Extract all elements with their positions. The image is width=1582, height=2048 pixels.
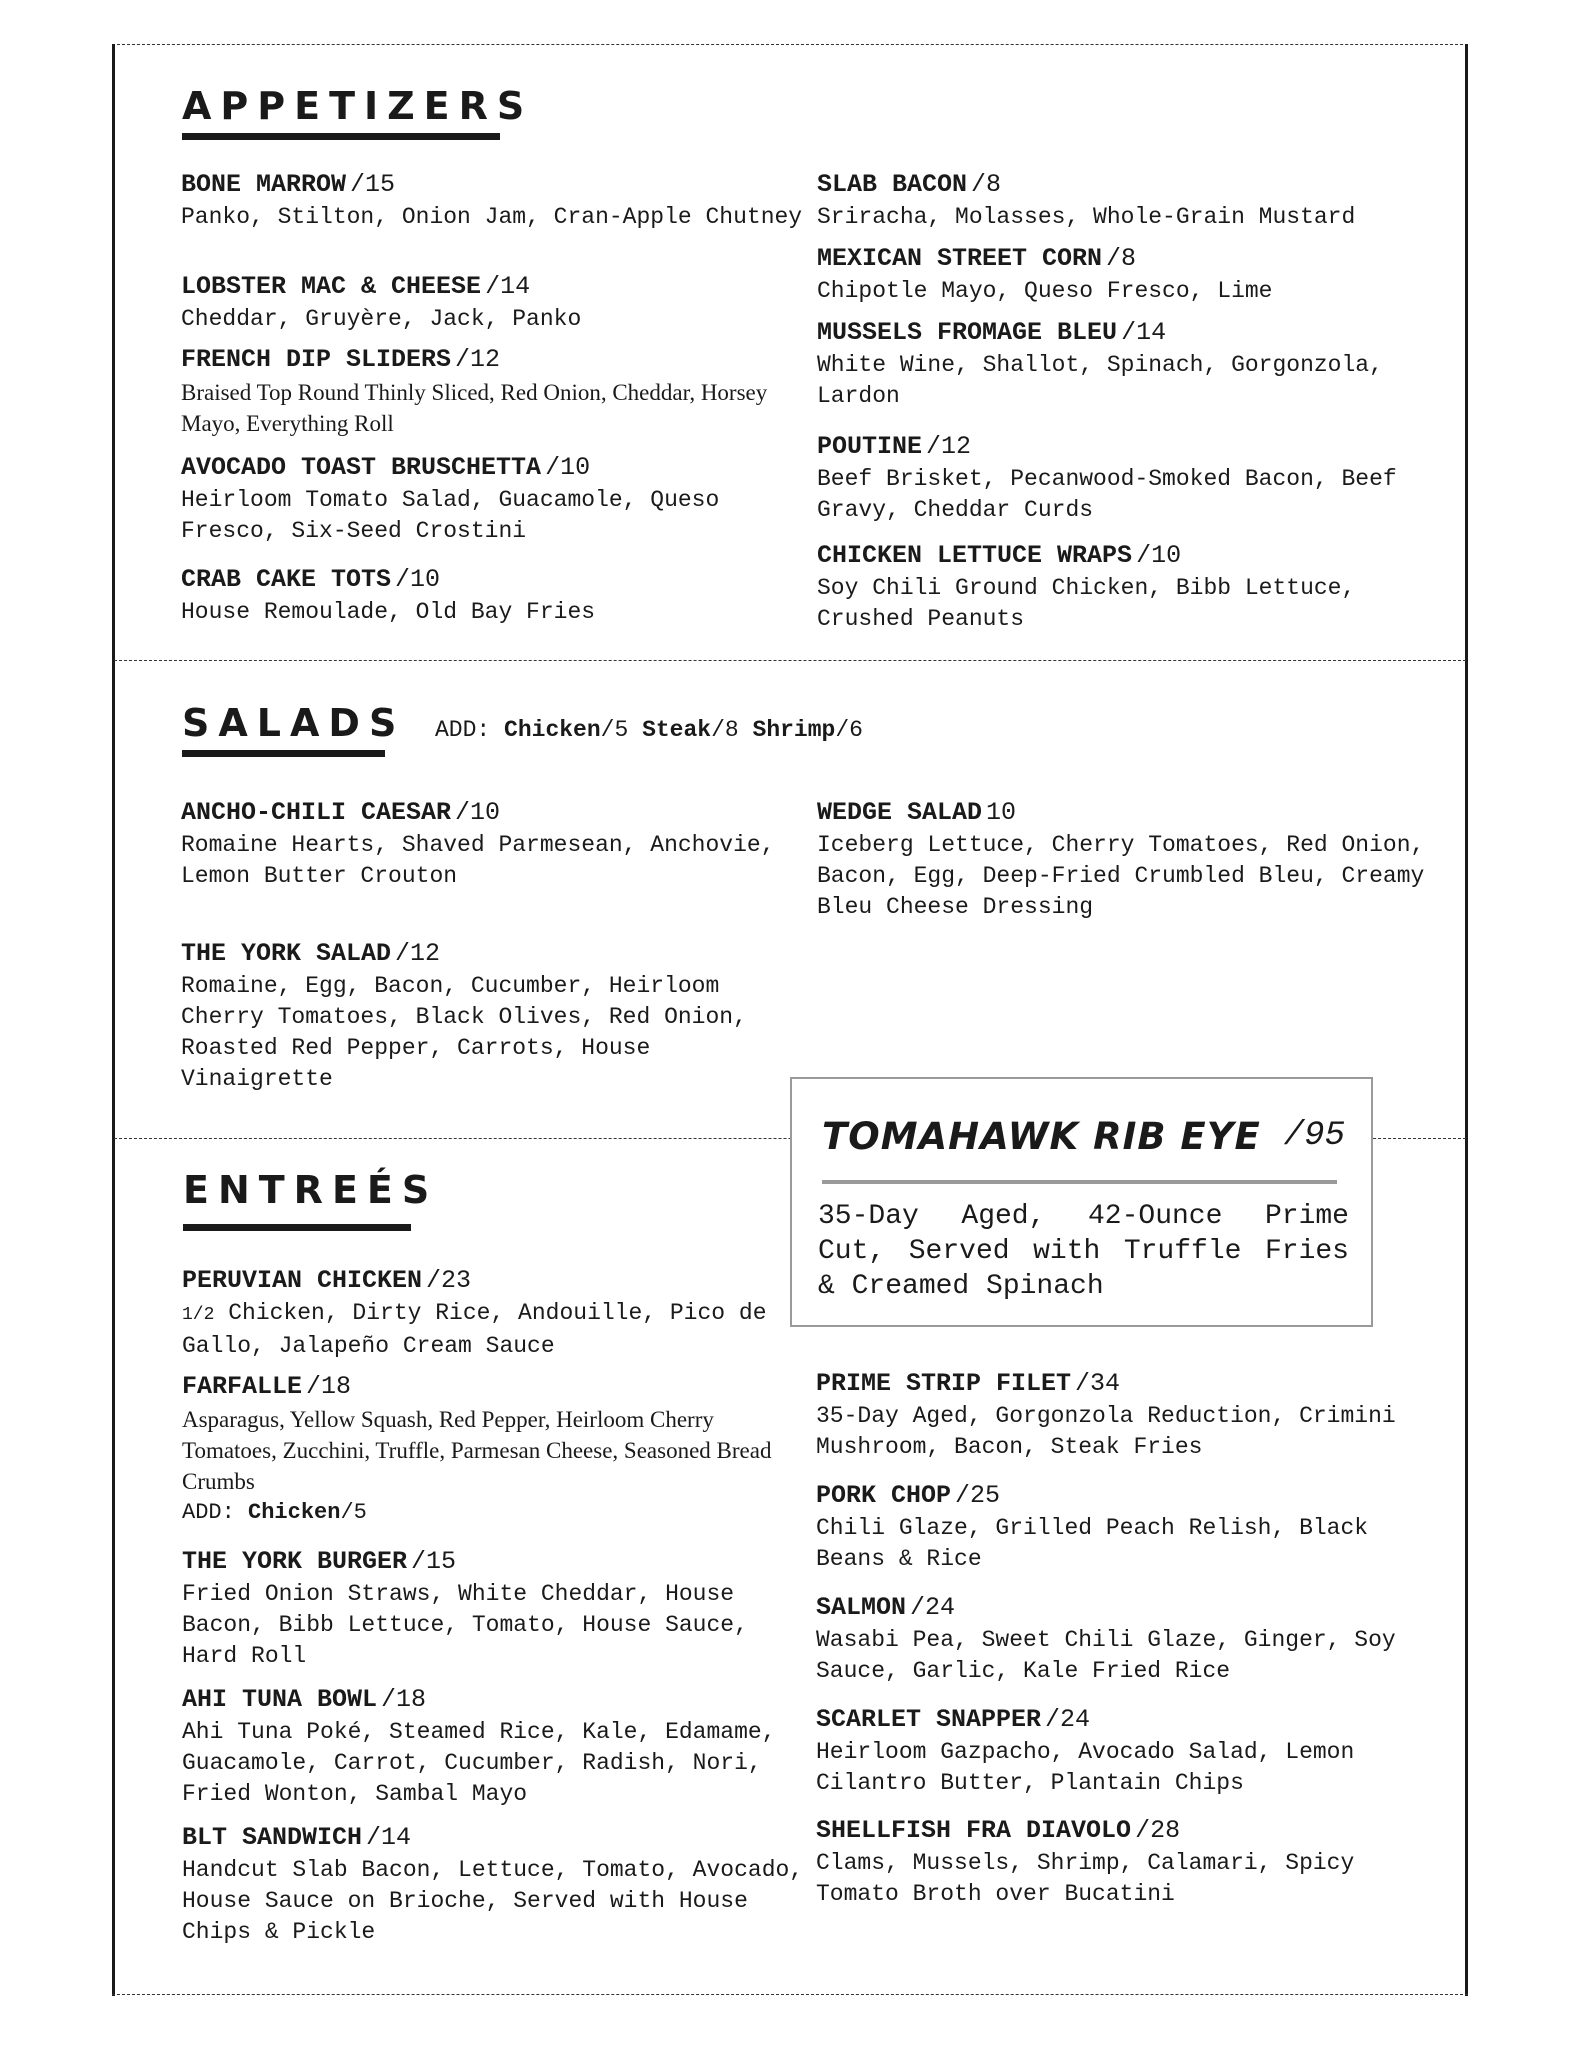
- item-description: Romaine, Egg, Bacon, Cucumber, Heirloom Cherry Tomatoes, Black Olives, Red Onion, Roasted Red Pepper, Carrots, House Vinaigrette: [181, 973, 747, 1092]
- item-name: PERUVIAN CHICKEN: [182, 1266, 423, 1295]
- item-add-on: [182, 1497, 812, 1528]
- menu-item: [182, 1821, 812, 1948]
- item-description: Fried Onion Straws, White Cheddar, House Bacon, Bibb Lettuce, Tomato, House Sauce, Hard Roll: [182, 1581, 748, 1669]
- item-name: THE YORK SALAD: [181, 939, 392, 968]
- item-description-text: Chicken, Dirty Rice, Andouille, Pico de Gallo, Jalapeño Cream Sauce: [182, 1300, 767, 1359]
- item-description: Chili Glaze, Grilled Peach Relish, Black Beans & Rice: [816, 1515, 1369, 1572]
- item-name: AHI TUNA BOWL: [182, 1685, 378, 1714]
- item-price: /12: [926, 432, 972, 461]
- item-name: PRIME STRIP FILET: [816, 1369, 1072, 1398]
- item-price: /23: [426, 1266, 472, 1295]
- item-name: LOBSTER MAC & CHEESE: [181, 272, 482, 301]
- item-description: Handcut Slab Bacon, Lettuce, Tomato, Avocado, House Sauce on Brioche, Served with House Chips & Pickle: [182, 1857, 804, 1945]
- item-price: /34: [1075, 1369, 1121, 1398]
- item-name: WEDGE SALAD: [817, 798, 983, 827]
- item-description: Braised Top Round Thinly Sliced, Red Onion, Cheddar, Horsey Mayo, Everything Roll: [181, 380, 768, 436]
- menu-item: [182, 1683, 812, 1810]
- appetizers-heading: APPETIZERS: [182, 84, 534, 128]
- appetizers-heading-rule: [182, 133, 500, 140]
- menu-item: [817, 316, 1447, 412]
- item-price: /12: [455, 345, 501, 374]
- item-description: Cheddar, Gruyère, Jack, Panko: [181, 306, 582, 332]
- bottom-border: [112, 1994, 1468, 1995]
- item-price: /10: [1136, 541, 1182, 570]
- item-price: /8: [971, 170, 1002, 199]
- item-price: /14: [485, 272, 531, 301]
- item-description: Iceberg Lettuce, Cherry Tomatoes, Red Onion, Bacon, Egg, Deep-Fried Crumbled Bleu, Creamy Bleu Cheese Dressing: [817, 832, 1425, 920]
- item-description: Sriracha, Molasses, Whole-Grain Mustard: [817, 204, 1356, 230]
- item-description: Soy Chili Ground Chicken, Bibb Lettuce, Crushed Peanuts: [817, 575, 1356, 632]
- item-name: BLT SANDWICH: [182, 1823, 363, 1852]
- item-description: White Wine, Shallot, Spinach, Gorgonzola, Lardon: [817, 352, 1383, 409]
- item-name: FARFALLE: [182, 1372, 303, 1401]
- item-description: [182, 1298, 812, 1362]
- item-description: 35-Day Aged, Gorgonzola Reduction, Crimini Mushroom, Bacon, Steak Fries: [816, 1403, 1396, 1460]
- item-price: /24: [1045, 1705, 1091, 1734]
- item-price: /24: [910, 1593, 956, 1622]
- item-price: /14: [1121, 318, 1167, 347]
- item-name: SHELLFISH FRA DIAVOLO: [816, 1816, 1132, 1845]
- item-name: POUTINE: [817, 432, 923, 461]
- menu-item: [817, 430, 1447, 526]
- item-name: THE YORK BURGER: [182, 1547, 408, 1576]
- item-price: /12: [395, 939, 441, 968]
- item-price: 10: [986, 798, 1017, 827]
- menu-item: [181, 343, 811, 439]
- add-option-price: /5: [600, 717, 629, 743]
- item-name: MUSSELS FROMAGE BLEU: [817, 318, 1118, 347]
- menu-item: [816, 1591, 1446, 1687]
- item-description-prefix: 1/2: [182, 1305, 215, 1325]
- salads-heading-rule: [182, 750, 385, 757]
- featured-item-description: 35-Day Aged, 42-Ounce Prime Cut, Served with Truffle Fries & Creamed Spinach: [818, 1201, 1349, 1302]
- add-option-price: /5: [340, 1500, 367, 1525]
- menu-item: [181, 270, 811, 335]
- item-price: /25: [955, 1481, 1001, 1510]
- item-name: BONE MARROW: [181, 170, 347, 199]
- menu-item: [181, 796, 811, 892]
- item-name: SALMON: [816, 1593, 907, 1622]
- add-option-price: /6: [835, 717, 863, 743]
- item-description: Beef Brisket, Pecanwood-Smoked Bacon, Beef Gravy, Cheddar Curds: [817, 466, 1397, 523]
- item-price: /18: [306, 1372, 352, 1401]
- item-name: FRENCH DIP SLIDERS: [181, 345, 452, 374]
- add-label: ADD:: [182, 1500, 235, 1525]
- menu-item: [816, 1814, 1446, 1910]
- add-option-name: Shrimp: [752, 717, 836, 743]
- entrees-heading: ENTREÉS: [183, 1168, 439, 1212]
- add-option-price: /8: [711, 717, 739, 743]
- item-price: /14: [366, 1823, 412, 1852]
- menu-item: [181, 451, 811, 547]
- item-description: Romaine Hearts, Shaved Parmesean, Anchovie, Lemon Butter Crouton: [181, 832, 775, 889]
- item-name: SCARLET SNAPPER: [816, 1705, 1042, 1734]
- right-border: [1465, 44, 1468, 1996]
- featured-item-rule: [822, 1180, 1337, 1184]
- item-description: Panko, Stilton, Onion Jam, Cran-Apple Chutney: [181, 204, 803, 230]
- featured-item-price: /95: [1283, 1117, 1345, 1155]
- menu-item: [816, 1703, 1446, 1799]
- add-option-name: Steak: [642, 717, 712, 743]
- item-price: /10: [455, 798, 501, 827]
- item-price: /28: [1135, 1816, 1181, 1845]
- item-name: MEXICAN STREET CORN: [817, 244, 1103, 273]
- item-description: Clams, Mussels, Shrimp, Calamari, Spicy Tomato Broth over Bucatini: [816, 1850, 1355, 1907]
- item-price: /15: [411, 1547, 457, 1576]
- item-price: /18: [381, 1685, 427, 1714]
- item-price: /10: [545, 453, 591, 482]
- menu-item: [181, 563, 811, 628]
- menu-item: [816, 1479, 1446, 1575]
- menu-item: [817, 796, 1447, 923]
- menu-item: [817, 539, 1447, 635]
- item-description: Heirloom Tomato Salad, Guacamole, Queso Fresco, Six-Seed Crostini: [181, 487, 720, 544]
- item-description: Ahi Tuna Poké, Steamed Rice, Kale, Edamame, Guacamole, Carrot, Cucumber, Radish, Nori, Fried Wonton, Sambal Mayo: [182, 1719, 776, 1807]
- add-label: ADD:: [435, 717, 491, 743]
- salads-add-ons: [435, 717, 863, 743]
- menu-item: [181, 937, 811, 1095]
- item-name: AVOCADO TOAST BRUSCHETTA: [181, 453, 542, 482]
- menu-item: [817, 242, 1447, 307]
- item-description: Heirloom Gazpacho, Avocado Salad, Lemon Cilantro Butter, Plantain Chips: [816, 1739, 1355, 1796]
- menu-item: [181, 168, 811, 233]
- menu-item: [817, 168, 1447, 233]
- featured-item-name: TOMAHAWK RIB EYE: [822, 1115, 1261, 1158]
- item-name: SLAB BACON: [817, 170, 968, 199]
- item-name: CRAB CAKE TOTS: [181, 565, 392, 594]
- featured-item-box: [790, 1077, 1373, 1327]
- item-name: PORK CHOP: [816, 1481, 952, 1510]
- divider-appetizers-salads: [114, 660, 1466, 661]
- item-price: /8: [1106, 244, 1137, 273]
- menu-item: [182, 1264, 812, 1362]
- item-price: /10: [395, 565, 441, 594]
- item-description: House Remoulade, Old Bay Fries: [181, 599, 596, 625]
- item-description: Chipotle Mayo, Queso Fresco, Lime: [817, 278, 1273, 304]
- salads-heading: SALADS: [182, 701, 406, 745]
- item-description: Wasabi Pea, Sweet Chili Glaze, Ginger, Soy Sauce, Garlic, Kale Fried Rice: [816, 1627, 1396, 1684]
- menu-item: [182, 1370, 812, 1528]
- entrees-heading-rule: [183, 1224, 411, 1231]
- left-border: [112, 44, 115, 1996]
- item-price: /15: [350, 170, 396, 199]
- item-name: CHICKEN LETTUCE WRAPS: [817, 541, 1133, 570]
- add-option-name: Chicken: [504, 717, 601, 743]
- menu-item: [816, 1367, 1446, 1463]
- add-option-name: Chicken: [248, 1500, 341, 1525]
- item-description: Asparagus, Yellow Squash, Red Pepper, Heirloom Cherry Tomatoes, Zucchini, Truffle, Parmesan Cheese, Seasoned Bread Crumbs: [182, 1407, 772, 1494]
- item-name: ANCHO-CHILI CAESAR: [181, 798, 452, 827]
- menu-item: [182, 1545, 812, 1672]
